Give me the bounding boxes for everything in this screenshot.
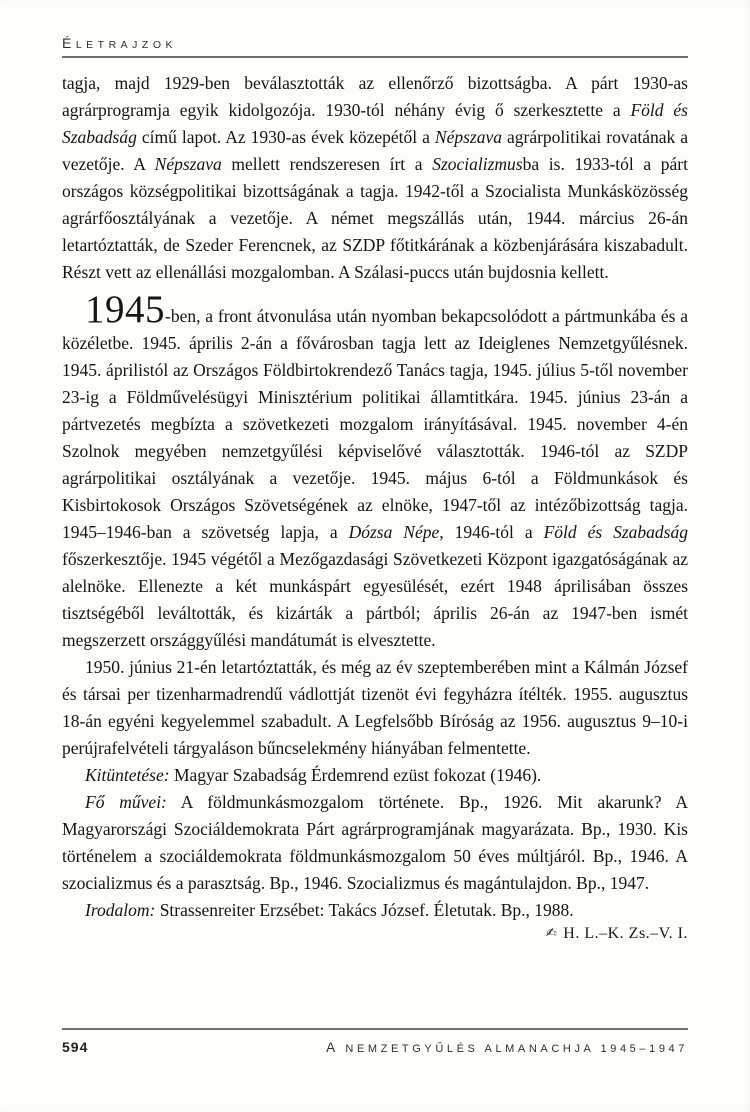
book-title: A NEMZETGYŰLÉS ALMANACHJA 1945–1947 xyxy=(326,1040,688,1055)
dropcap-year: 1945 xyxy=(85,288,165,331)
author-initials: H. L.–K. Zs.–V. I. xyxy=(563,925,688,942)
author-signature xyxy=(62,925,688,943)
italic-run: Kitüntetése: xyxy=(85,765,170,785)
page-footer xyxy=(62,1028,688,1055)
italic-run: Szocializmus xyxy=(432,154,523,174)
text-run: tagja, majd 1929-ben beválasztották az ellenőrző bizottságba. A párt 1930-as agrárprogramja egyik kidolgozója. 1930-tól néhány évig ő szerkesztette a xyxy=(62,73,688,120)
writing-hand-icon: ✍ xyxy=(545,926,558,941)
text-run: -ben, a front átvonulása után nyomban bekapcsolódott a pártmunkába és a közéletbe. 1945. április 2-án a fővárosban tagja lett az Ideiglenes Nemzetgyűlésnek. 1945. áprilistól az Országos Földbirtokrendező Tanács tagja, 1945. július 5-től november 23-ig a Földművelésügyi Minisztérium politikai államtitkára. 1945. június 23-án a pártvezetés megbízta a szövetkezeti mozgalom irányításával. 1945. november 4-én Szolnok megyében nemzetgyűlési képviselővé választották. 1946-tól az SZDP agrárpolitikai osztályának a vezetője. 1945. május 6-tól a Földmunkások és Kisbirtokosok Országos Szövetségének az elnöke, 1947-től az intézőbizottság tagja. 1945–1946-ban a szövetség lapja, a xyxy=(62,306,688,542)
biography-text xyxy=(62,70,688,924)
text-run: főszerkesztője. 1945 végétől a Mezőgazdasági Szövetkezeti Központ igazgatóságának az alelnöke. Ellenezte a két munkáspárt egyesülését, ezért 1948 áprilisában összes tisztségéből leváltották, és kizárták a pártból; április 26-án az 1947-ben ismét megszerzett országgyűlési mandátumát is elvesztette. xyxy=(62,549,688,650)
italic-run: Dózsa Népe, xyxy=(348,522,444,542)
italic-run: Népszava xyxy=(434,127,502,147)
header-rule xyxy=(62,56,688,58)
footer-row xyxy=(62,1039,688,1055)
page-number: 594 xyxy=(62,1039,89,1055)
italic-run: Népszava xyxy=(154,154,222,174)
body-paragraph xyxy=(62,70,688,286)
text-run: 1950. június 21-én letartóztatták, és még az év szeptemberében mint a Kálmán József és társai per tizenharmadrendű vádlottját tizenöt évi fegyházra ítélték. 1955. augusztus 18-án egyéni kegyelemmel szabadult. A Legfelsőbb Bíróság az 1956. augusztus 9–10-i perújrafelvételi tárgyaláson bűncselekmény hiányában felmentette. xyxy=(62,657,688,758)
text-run: ba is. 1933-tól a párt országos községpolitikai bizottságának a tagja. 1942-től a Szocialista Munkásközösség agrárfőosztályának a vezetője. A német megszállás után, 1944. március 26-án letartóztatták, de Szeder Ferencnek, az SZDP főtitkárának a közbenjárására kiszabadult. Részt vett az ellenállási mozgalomban. A Szálasi-puccs után bujdosnia kellett. xyxy=(62,154,688,282)
text-run: A földmunkásmozgalom története. Bp., 1926. Mit akarunk? A Magyarországi Szociáldemokrata Párt agrárprogramjának magyarázata. Bp., 1930. Kis történelem a szociáldemokrata földmunkásmozgalom 50 éves múltjáról. Bp., 1946. A szocializmus és a parasztság. Bp., 1946. Szocializmus és magántulajdon. Bp., 1947. xyxy=(62,792,688,893)
italic-run: Föld és Szabadság xyxy=(62,100,688,147)
body-paragraph-literature xyxy=(62,897,688,924)
running-head-title: ÉLETRAJZOK xyxy=(62,35,178,51)
body-paragraph-1945 xyxy=(62,288,688,654)
text-run: Magyar Szabadság Érdemrend ezüst fokozat (1946). xyxy=(169,765,542,785)
body-paragraph xyxy=(62,654,688,762)
text-run: 1946-tól a xyxy=(443,522,544,542)
italic-run: Fő művei: xyxy=(85,792,167,812)
text-run: mellett rendszeresen írt a xyxy=(221,154,433,174)
body-paragraph-works xyxy=(62,789,688,897)
text-run: agrárpolitikai rovatának a vezetője. A xyxy=(62,127,689,174)
italic-run: Irodalom: xyxy=(85,900,156,920)
body-paragraph-awards xyxy=(62,762,688,789)
text-run: című lapot. Az 1930-as évek közepétől a xyxy=(136,127,435,147)
running-head xyxy=(62,0,688,58)
italic-run: Föld és Szabadság xyxy=(543,522,688,542)
footer-rule xyxy=(62,1028,688,1030)
text-run: Strassenreiter Erzsébet: Takács József. Életutak. Bp., 1988. xyxy=(155,900,574,920)
page-content xyxy=(62,0,688,943)
